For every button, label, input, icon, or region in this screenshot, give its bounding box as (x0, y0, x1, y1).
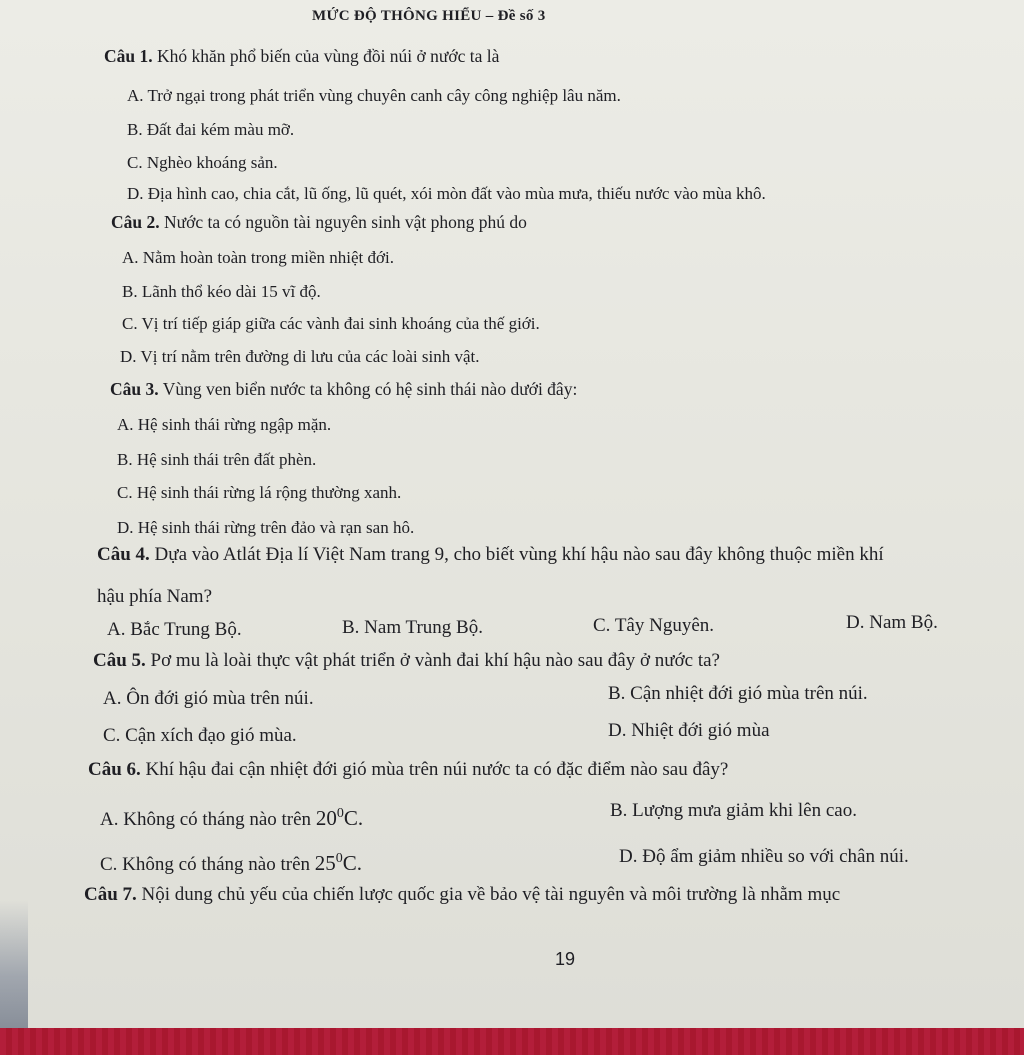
q6-option-a-number: 20 (315, 806, 337, 830)
q2-option-a: A. Nằm hoàn toàn trong miền nhiệt đới. (122, 248, 394, 267)
q6-option-d: D. Độ ẩm giảm nhiều so với chân núi. (619, 846, 909, 867)
question-1-label: Câu 1. (104, 46, 153, 66)
q6-option-c (100, 848, 362, 876)
question-3-label: Câu 3. (110, 379, 159, 399)
q5-option-d: D. Nhiệt đới gió mùa (608, 720, 770, 741)
q5-option-a: A. Ôn đới gió mùa trên núi. (103, 688, 314, 709)
page-title: MỨC ĐỘ THÔNG HIỂU – Đề số 3 (312, 8, 546, 24)
q6-option-c-number: 25 (314, 851, 336, 875)
question-6 (88, 759, 728, 781)
question-5-label: Câu 5. (93, 650, 146, 671)
question-2 (111, 211, 527, 233)
q1-option-d: D. Địa hình cao, chia cắt, lũ ống, lũ quét, xói mòn đất vào mùa mưa, thiếu nước vào mùa khô. (127, 184, 766, 203)
q5-option-c: C. Cận xích đạo gió mùa. (103, 725, 297, 746)
page-number: 19 (555, 949, 576, 969)
question-7 (84, 884, 840, 906)
question-6-text: Khí hậu đai cận nhiệt đới gió mùa trên núi nước ta có đặc điểm nào sau đây? (145, 759, 729, 780)
question-4-label: Câu 4. (97, 544, 150, 565)
question-2-label: Câu 2. (111, 212, 160, 232)
question-4 (97, 544, 884, 566)
page-edge-shadow (0, 900, 28, 1028)
q6-option-b: B. Lượng mưa giảm khi lên cao. (610, 800, 857, 821)
q2-option-d: D. Vị trí nằm trên đường di lưu của các loài sinh vật. (120, 347, 480, 366)
q1-option-c: C. Nghèo khoáng sản. (127, 153, 278, 172)
q6-option-a-prefix: A. Không có tháng nào trên (100, 809, 316, 830)
q3-option-b: B. Hệ sinh thái trên đất phèn. (117, 450, 317, 469)
question-5-text: Pơ mu là loài thực vật phát triển ở vành đai khí hậu nào sau đây ở nước ta? (150, 650, 720, 671)
question-6-label: Câu 6. (88, 759, 141, 780)
question-4-text-cont: hậu phía Nam? (97, 586, 213, 607)
question-3-text: Vùng ven biển nước ta không có hệ sinh thái nào dưới đây: (162, 379, 578, 399)
red-cloth-background (0, 1028, 1024, 1055)
question-3 (110, 378, 577, 400)
question-5 (93, 650, 720, 672)
q2-option-c: C. Vị trí tiếp giáp giữa các vành đai sinh khoáng của thế giới. (122, 314, 540, 333)
q4-option-c: C. Tây Nguyên. (593, 615, 715, 636)
question-4-text: Dựa vào Atlát Địa lí Việt Nam trang 9, cho biết vùng khí hậu nào sau đây không thuộc miền khí (154, 544, 884, 565)
q4-option-a: A. Bắc Trung Bộ. (107, 619, 242, 640)
q3-option-c: C. Hệ sinh thái rừng lá rộng thường xanh. (117, 483, 402, 502)
question-7-text: Nội dung chủ yếu của chiến lược quốc gia về bảo vệ tài nguyên và môi trường là nhằm mục (141, 884, 841, 905)
q3-option-d: D. Hệ sinh thái rừng trên đảo và rạn san hô. (117, 518, 415, 537)
q6-option-a-degree: 0 (336, 806, 344, 821)
q4-option-d: D. Nam Bộ. (846, 612, 938, 633)
q2-option-b: B. Lãnh thổ kéo dài 15 vĩ độ. (122, 282, 321, 301)
q6-option-c-degree: 0 (335, 851, 343, 866)
q3-option-a: A. Hệ sinh thái rừng ngập mặn. (117, 415, 332, 434)
q1-option-a: A. Trở ngại trong phát triển vùng chuyên canh cây công nghiệp lâu năm. (127, 86, 621, 105)
q6-option-c-unit: C. (342, 851, 363, 875)
question-1-text: Khó khăn phổ biến của vùng đồi núi ở nước ta là (157, 46, 500, 66)
question-7-label: Câu 7. (84, 884, 137, 905)
q6-option-a-unit: C. (343, 806, 364, 830)
question-1 (104, 45, 499, 67)
q6-option-c-prefix: C. Không có tháng nào trên (100, 854, 315, 875)
q5-option-b: B. Cận nhiệt đới gió mùa trên núi. (608, 683, 868, 704)
q1-option-b: B. Đất đai kém màu mỡ. (127, 120, 295, 139)
q6-option-a (100, 803, 363, 831)
question-2-text: Nước ta có nguồn tài nguyên sinh vật phong phú do (164, 212, 527, 232)
q4-option-b: B. Nam Trung Bộ. (342, 617, 483, 638)
